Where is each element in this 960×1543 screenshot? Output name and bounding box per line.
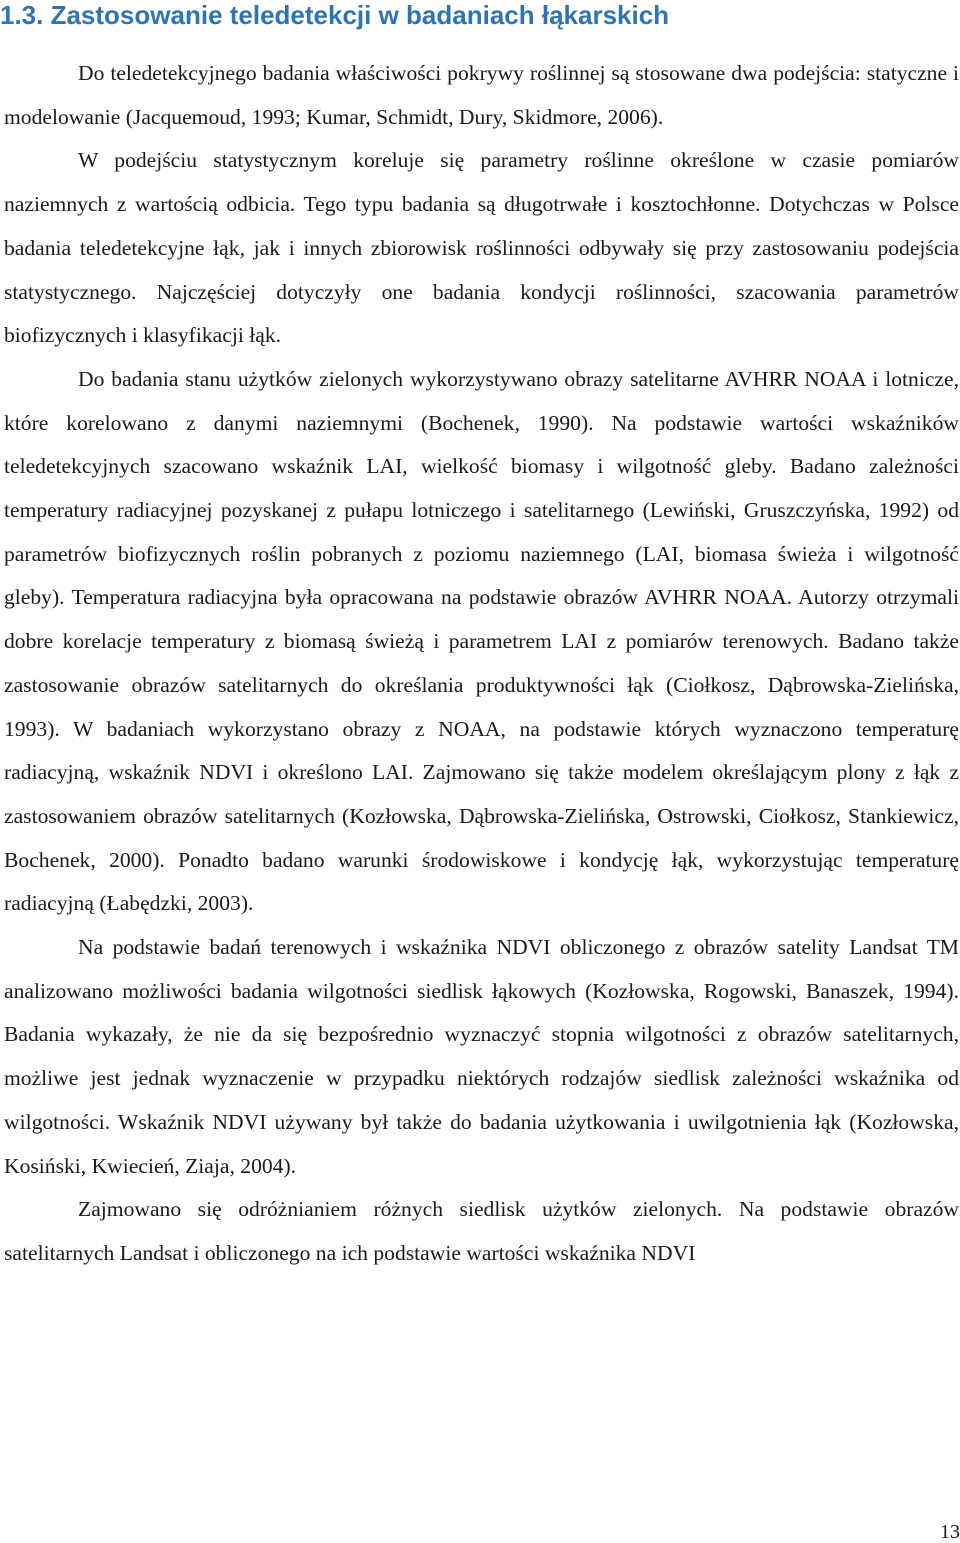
paragraph: Zajmowano się odróżnianiem różnych siedlisk użytków zielonych. Na podstawie obrazów satelitarnych Landsat i obliczonego na ich podstawie wartości wskaźnika NDVI [4,1197,959,1265]
paragraph: Do teledetekcyjnego badania właściwości pokrywy roślinnej są stosowane dwa podejścia: statyczne i modelowanie (Jacquemoud, 1993; Kumar, Schmidt, Dury, Skidmore, 2006). [4,61,959,129]
body-text [4,52,959,1276]
paragraph: Do badania stanu użytków zielonych wykorzystywano obrazy satelitarne AVHRR NOAA i lotnicze, które korelowano z danymi naziemnymi (Bochenek, 1990). Na podstawie wartości wskaźników teledetekcyjnych szacowano wskaźnik LAI, wielkość biomasy i wilgotność gleby. Badano zależności temperatury radiacyjnej pozyskanej z pułapu lotniczego i satelitarnego (Lewiński, Gruszczyńska, 1992) od parametrów biofizycznych roślin pobranych z poziomu naziemnego (LAI, biomasa świeża i wilgotność gleby). Temperatura radiacyjna była opracowana na podstawie obrazów AVHRR NOAA. Autorzy otrzymali dobre korelacje temperatury z biomasą świeżą i parametrem LAI z pomiarów terenowych. Badano także zastosowanie obrazów satelitarnych do określania produktywności łąk (Ciołkosz, Dąbrowska-Zielińska, 1993). W badaniach wykorzystano obrazy z NOAA, na podstawie których wyznaczono temperaturę radiacyjną, wskaźnik NDVI i określono LAI. Zajmowano się także modelem określającym plony z łąk z zastosowaniem obrazów satelitarnych (Kozłowska, Dąbrowska-Zielińska, Ostrowski, Ciołkosz, Stankiewicz, Bochenek, 2000). Ponadto badano warunki środowiskowe i kondycję łąk, wykorzystując temperaturę radiacyjną (Łabędzki, 2003). [4,366,959,916]
section-title: 1.3. Zastosowanie teledetekcji w badaniach łąkarskich [0,0,670,30]
paragraph: W podejściu statystycznym koreluje się parametry roślinne określone w czasie pomiarów naziemnych z wartością odbicia. Tego typu badania są długotrwałe i kosztochłonne. Dotychczas w Polsce badania teledetekcyjne łąk, jak i innych zbiorowisk roślinności odbywały się przy zastosowaniu podejścia statystycznego. Najczęściej dotyczyły one badania kondycji roślinności, szacowania parametrów biofizycznych i klasyfikacji łąk. [4,148,959,348]
paragraph: Na podstawie badań terenowych i wskaźnika NDVI obliczonego z obrazów satelity Landsat TM analizowano możliwości badania wilgotności siedlisk łąkowych (Kozłowska, Rogowski, Banaszek, 1994). Badania wykazały, że nie da się bezpośrednio wyznaczyć stopnia wilgotności z obrazów satelitarnych, możliwe jest jednak wyznaczenie w przypadku niektórych rodzajów siedlisk zależności wskaźnika od wilgotności. Wskaźnik NDVI używany był także do badania użytkowania i uwilgotnienia łąk (Kozłowska, Kosiński, Kwiecień, Ziaja, 2004). [4,935,959,1178]
page-number: 13 [940,1521,960,1543]
